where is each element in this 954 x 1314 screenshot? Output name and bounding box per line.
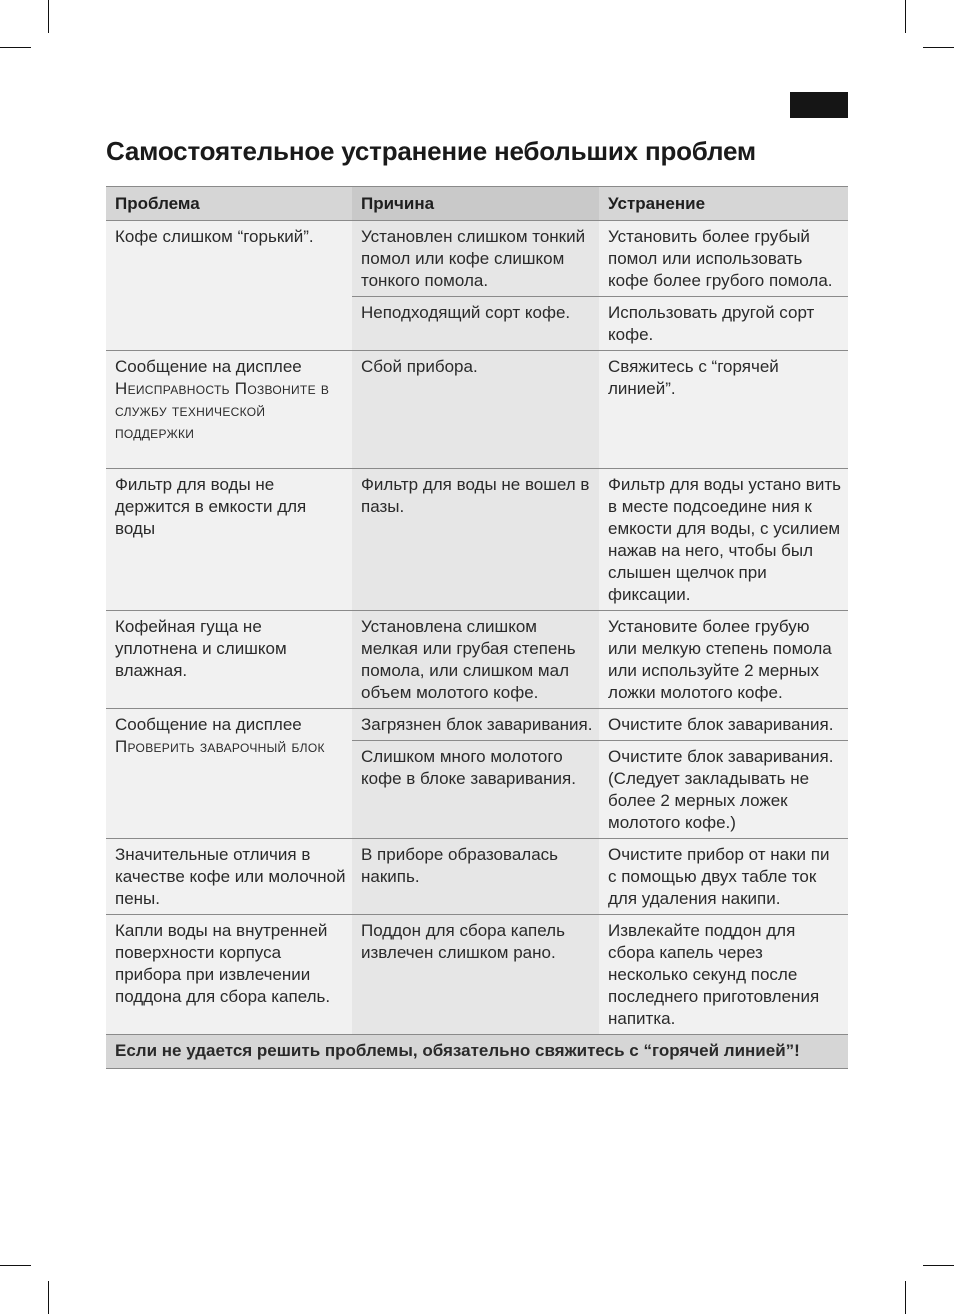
fix-cell: Свяжитесь с “горячей линией”.: [599, 351, 848, 469]
problem-prefix: Сообщение на дисплее: [115, 715, 302, 734]
header-cause: Причина: [352, 187, 599, 221]
problem-cell: Фильтр для воды не держится в емкости для воды: [106, 469, 352, 611]
fix-cell: Установите более грубую или мелкую степень помола или используйте 2 мерных ложки молотого кофе.: [599, 611, 848, 709]
fix-cell: Очистите блок заваривания. (Следует закладывать не более 2 мерных ложек молотого кофе.): [599, 741, 848, 839]
crop-mark: [0, 47, 31, 48]
fix-cell: Извлекайте поддон для сбора капель через несколько секунд после последнего приготовления напитка.: [599, 915, 848, 1035]
cause-cell: Установлена слишком мелкая или грубая степень помола, или слишком мал объем молотого кофе.: [352, 611, 599, 709]
cause-cell: Фильтр для воды не вошел в пазы.: [352, 469, 599, 611]
table-row: [106, 839, 848, 915]
footer-note: Если не удается решить проблемы, обязательно свяжитесь с “горячей линией”!: [106, 1035, 848, 1069]
table-row: [106, 469, 848, 611]
cause-cell: Слишком много молотого кофе в блоке заваривания.: [352, 741, 599, 839]
crop-mark: [905, 1281, 906, 1314]
problem-cell: Кофе слишком “горький”.: [106, 221, 352, 351]
table-row: [106, 709, 848, 741]
crop-mark: [905, 0, 906, 33]
fix-cell: Установить более грубый помол или использовать кофе более грубого помола.: [599, 221, 848, 297]
fix-cell: Использовать другой сорт кофе.: [599, 297, 848, 351]
table-footer-row: [106, 1035, 848, 1069]
cause-cell: Загрязнен блок заваривания.: [352, 709, 599, 741]
cause-cell: Неподходящий сорт кофе.: [352, 297, 599, 351]
cause-cell: Установлен слишком тонкий помол или кофе слишком тонкого помола.: [352, 221, 599, 297]
troubleshooting-table: [106, 186, 848, 1069]
problem-cell: Значительные отличия в качестве кофе или молочной пены.: [106, 839, 352, 915]
crop-mark: [923, 1265, 954, 1266]
display-message: Неисправность Позвоните в службу технической поддержки: [115, 379, 330, 442]
display-message: Проверить заварочный блок: [115, 737, 325, 756]
table-row: [106, 611, 848, 709]
crop-mark: [923, 47, 954, 48]
cause-cell: В приборе образовалась накипь.: [352, 839, 599, 915]
fix-cell: Фильтр для воды устано вить в месте подсоедине ния к емкости для воды, с усилием нажав на него, чтобы был слышен щелчок при фиксации.: [599, 469, 848, 611]
language-tab-marker: [790, 92, 848, 118]
fix-cell: Очистите блок заваривания.: [599, 709, 848, 741]
problem-cell: Кофейная гуща не уплотнена и слишком влажная.: [106, 611, 352, 709]
header-fix: Устранение: [599, 187, 848, 221]
crop-mark: [48, 0, 49, 33]
table-row: [106, 221, 848, 297]
crop-mark: [48, 1281, 49, 1314]
problem-cell: [106, 351, 352, 469]
problem-cell: Капли воды на внутренней поверхности корпуса прибора при извлечении поддона для сбора капель.: [106, 915, 352, 1035]
cause-cell: Сбой прибора.: [352, 351, 599, 469]
table-header-row: [106, 187, 848, 221]
table-row: [106, 915, 848, 1035]
fix-cell: Очистите прибор от наки пи с помощью двух табле ток для удаления накипи.: [599, 839, 848, 915]
cause-cell: Поддон для сбора капель извлечен слишком рано.: [352, 915, 599, 1035]
problem-prefix: Сообщение на дисплее: [115, 357, 302, 376]
page-title: Самостоятельное устранение небольших проблем: [106, 136, 756, 166]
header-problem: Проблема: [106, 187, 352, 221]
crop-mark: [0, 1265, 31, 1266]
problem-cell: [106, 709, 352, 839]
table-row: [106, 351, 848, 469]
